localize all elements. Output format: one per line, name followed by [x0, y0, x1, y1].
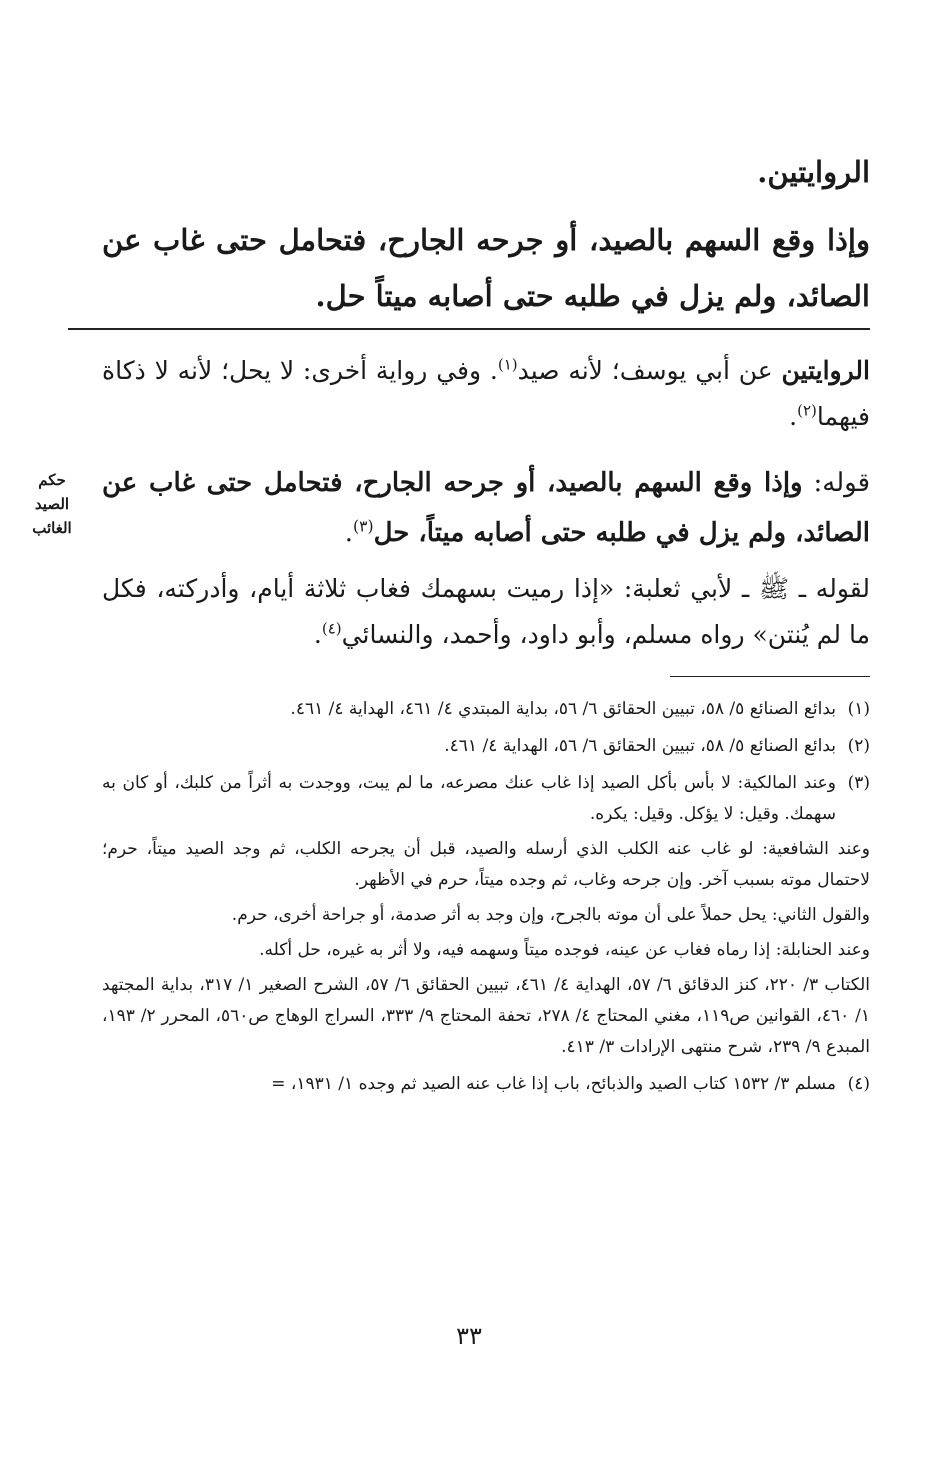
sharh-lead-word: الروايتين [781, 356, 870, 385]
footnote-number: (٢) [847, 736, 870, 756]
margin-heading-line-1: حكم [38, 471, 66, 489]
footnote-ref-3: (٣) [352, 517, 374, 536]
page-number: ٣٣ [456, 1322, 482, 1350]
footnote-separator [670, 676, 870, 677]
footnote-text: مسلم ٣/ ١٥٣٢ كتاب الصيد والذبائح، باب إذا غاب عنه الصيد ثم وجده ١/ ١٩٣١، = [271, 1074, 836, 1094]
quoted-matn [102, 458, 870, 558]
matn-header-line [102, 144, 870, 200]
hadith-text: لقوله ـ ﷺ ـ لأبي ثعلبة: «إذا رميت بسهمك فغاب ثلاثة أيام، وأدركته، فكل ما لم يُنتن» رواه مسلم، وأبو داود، وأحمد، والنسائي [102, 574, 870, 649]
footnotes [102, 694, 870, 1100]
footnote-3-para-4: وعند الحنابلة: إذا رماه فغاب عن عينه، فوجده ميتاً وسهمه فيه، ولا أثر به غيره، حل أكله. [259, 940, 870, 960]
matn-paragraph-text: وإذا وقع السهم بالصيد، أو جرحه الجارح، فتحامل حتى غاب عن الصائد، ولم يزل في طلبه حتى أصابه ميتاً حل. [102, 223, 870, 313]
footnote-ref-1: (١) [497, 355, 518, 374]
footnote-text: بدائع الصنائع ٥/ ٥٨، تبيين الحقائق ٦/ ٥٦، بداية المبتدي ٤/ ٤٦١، الهداية ٤/ ٤٦١. [290, 699, 836, 719]
footnote-3-para-3: والقول الثاني: يحل حملاً على أن موته بالجرح، وإن وجد به أثر صدمة، أو جراحة أخرى، حرم. [231, 905, 870, 925]
quote-lead: قوله: [802, 468, 870, 498]
footnote-3-para-2: وعند الشافعية: لو غاب عنه الكلب الذي أرسله والصيد، قبل أن يجرحه الكلب، ثم وجد الصيد ميتاً، حرم؛ لاحتمال موته بسبب آخر. وإن جرحه وغاب، ثم وجده ميتاً، حرم في الأظهر. [102, 839, 870, 890]
footnote-1 [102, 694, 870, 725]
matn-top-paragraph [102, 212, 870, 324]
footnote-number: (٣) [847, 773, 870, 793]
footnote-3-para-5: الكتاب ٣/ ٢٢٠، كنز الدقائق ٦/ ٥٧، الهداية ٤/ ٤٦١، تبيين الحقائق ٦/ ٥٧، الشرح الصغير ١/ ٣١٧، بداية المجتهد ١/ ٤٦٠، القوانين ص١١٩، مغني المحتاج ٤/ ٢٧٨، تحفة المحتاج ٩/ ٣٣٣، السراج الوهاج ص٥٦٠، المحرر ٢/ ١٩٣، المبدع ٩/ ٢٣٩، شرح منتهى الإرادات ٣/ ٤١٣. [102, 975, 871, 1057]
sharh-text-a: عن أبي يوسف؛ لأنه صيد [517, 356, 782, 385]
sharh-text-b: . وفي رواية أخرى: لا يحل؛ لأنه لا ذكاة فيهما [102, 356, 870, 431]
margin-heading-line-2: الصيد [34, 495, 70, 513]
footnote-ref-4: (٤) [321, 619, 342, 638]
footnote-ref-2: (٢) [797, 401, 817, 420]
quote-end: . [344, 518, 353, 548]
footnote-text: بدائع الصنائع ٥/ ٥٨، تبيين الحقائق ٦/ ٥٦، الهداية ٤/ ٤٦١. [444, 736, 836, 756]
quote-text: وإذا وقع السهم بالصيد، أو جرحه الجارح، فتحامل حتى غاب عن الصائد، ولم يزل في طلبه حتى أصابه ميتاً، حل [102, 468, 870, 548]
margin-heading [12, 468, 92, 540]
hadith-end: . [313, 620, 322, 649]
matn-line-1: الروايتين. [757, 155, 870, 189]
sharh-text-c: . [789, 402, 798, 431]
footnote-3 [102, 768, 870, 1063]
margin-heading-line-3: الغائب [32, 519, 72, 537]
footnote-number: (٤) [847, 1074, 870, 1094]
footnote-2 [102, 731, 870, 762]
footnote-number: (١) [847, 699, 870, 719]
hadith-paragraph [102, 566, 870, 658]
section-divider [68, 328, 870, 330]
sharh-paragraph-1 [102, 348, 870, 440]
footnote-4 [102, 1069, 870, 1100]
footnote-3-para-1: وعند المالكية: لا بأس بأكل الصيد إذا غاب عنك مصرعه، ما لم يبت، ووجدت به أثراً من كلبك، أو كان به سهمك. وقيل: لا يؤكل. وقيل: يكره. [102, 773, 836, 824]
